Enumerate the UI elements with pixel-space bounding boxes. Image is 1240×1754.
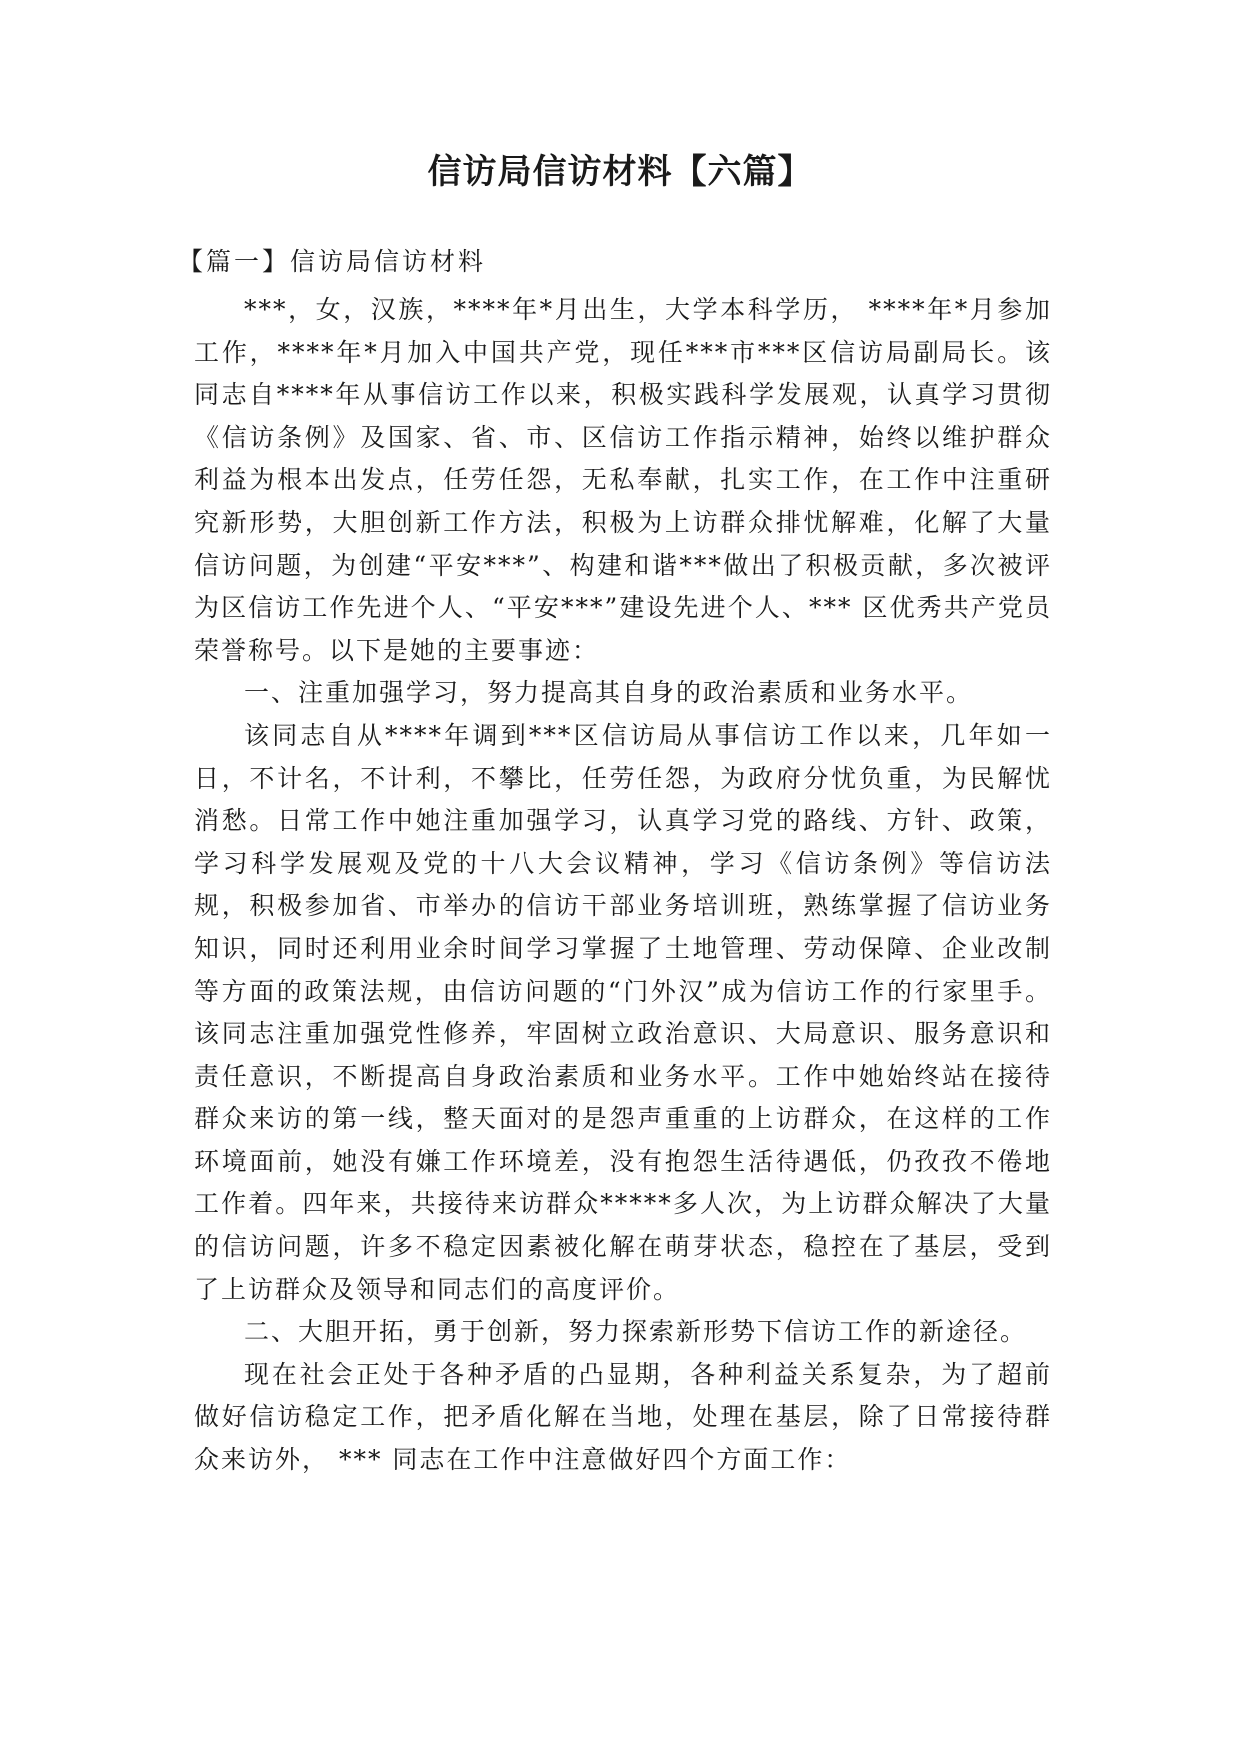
paragraph: 二、大胆开拓，勇于创新，努力探索新形势下信访工作的新途径。 (244, 1317, 1028, 1347)
paragraph: 现在社会正处于各种矛盾的凸显期，各种利益关系复杂，为了超前做好信访稳定工作，把矛盾化解在当地，处理在基层，除了日常接待群众来访外， *** 同志在工作中注意做好四个方面工作： (194, 1359, 1052, 1475)
paragraph: ***，女，汉族，****年*月出生，大学本科学历， ****年*月参加工作，****年*月加入中国共产党，现任***市***区信访局副局长。该同志自****年从事信访工作以来，积极实践科学发展观，认真学习贯彻《信访条例》及国家、省、市、区信访工作指示精神，始终以维护群众利益为根本出发点，任劳任怨，无私奉献，扎实工作，在工作中注重研究新形势，大胆创新工作方法，积极为上访群众排忧解难，化解了大量信访问题，为创建“平安***”、构建和谐***做出了积极贡献，多次被评为区信访工作先进个人、“平安***”建设先进个人、*** 区优秀共产党员荣誉称号。以下是她的主要事迹： (194, 295, 1052, 665)
document-title: 信访局信访材料【六篇】 (427, 152, 813, 192)
paragraph: 该同志自从****年调到***区信访局从事信访工作以来，几年如一日，不计名，不计利，不攀比，任劳任怨，为政府分忧负重，为民解忧消愁。日常工作中她注重加强学习，认真学习党的路线、方针、政策，学习科学发展观及党的十八大会议精神，学习《信访条例》等信访法规，积极参加省、市举办的信访干部业务培训班，熟练掌握了信访业务知识，同时还利用业余时间学习掌握了土地管理、劳动保障、企业改制等方面的政策法规，由信访问题的“门外汉”成为信访工作的行家里手。该同志注重加强党性修养，牢固树立政治意识、大局意识、服务意识和责任意识，不断提高自身政治素质和业务水平。工作中她始终站在接待群众来访的第一线，整天面对的是怨声重重的上访群众，在这样的工作环境面前，她没有嫌工作环境差，没有抱怨生活待遇低，仍孜孜不倦地工作着。四年来，共接待来访群众*****多人次，为上访群众解决了大量的信访问题，许多不稳定因素被化解在萌芽状态，稳控在了基层，受到了上访群众及领导和同志们的高度评价。 (194, 720, 1052, 1304)
section-heading: 【篇一】信访局信访材料 (178, 247, 487, 276)
document-body (194, 289, 1052, 1482)
paragraph: 一、注重加强学习，努力提高其自身的政治素质和业务水平。 (244, 678, 974, 708)
